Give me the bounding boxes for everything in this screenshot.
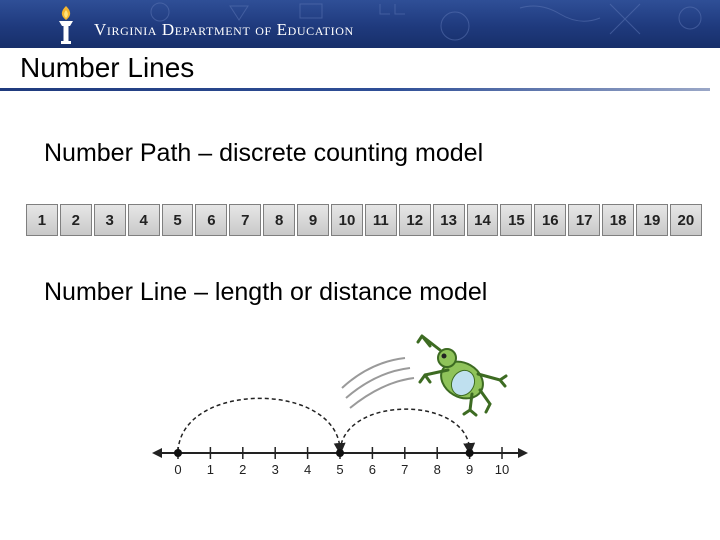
marked-point xyxy=(174,449,182,457)
tick-label: 6 xyxy=(368,462,377,477)
number-path-cell: 17 xyxy=(568,204,600,236)
number-path-cell: 7 xyxy=(229,204,261,236)
tick-label: 3 xyxy=(271,462,279,477)
tick-label: 5 xyxy=(336,462,344,477)
number-path-cell: 15 xyxy=(500,204,532,236)
number-path-heading: Number Path – discrete counting model xyxy=(44,139,484,167)
tick-label: 1 xyxy=(206,462,215,477)
number-line-diagram xyxy=(0,320,720,540)
number-path-cell: 6 xyxy=(195,204,227,236)
number-path-cell: 8 xyxy=(263,204,295,236)
number-path-cell: 3 xyxy=(94,204,126,236)
slide-title: Number Lines xyxy=(20,52,195,83)
number-path-cell: 11 xyxy=(365,204,397,236)
frog-illustration xyxy=(418,336,506,415)
number-path-cell: 9 xyxy=(297,204,329,236)
number-path-cell: 13 xyxy=(433,204,465,236)
tick-label: 7 xyxy=(401,462,409,477)
tick-label: 8 xyxy=(433,462,441,477)
number-path-cell: 1 xyxy=(26,204,58,236)
number-line-ticks xyxy=(174,447,509,477)
number-path-cell: 10 xyxy=(331,204,363,236)
number-path xyxy=(26,204,702,236)
number-path-cell: 4 xyxy=(128,204,160,236)
number-path-cell: 16 xyxy=(534,204,566,236)
jump-arc xyxy=(340,409,470,451)
tick-label: 4 xyxy=(303,462,312,477)
tick-label: 0 xyxy=(174,462,182,477)
tick-label: 2 xyxy=(239,462,247,477)
number-path-cell: 19 xyxy=(636,204,668,236)
marked-point xyxy=(336,449,344,457)
number-path-cell: 14 xyxy=(467,204,499,236)
axis-arrow-right xyxy=(518,448,528,458)
number-path-cell: 2 xyxy=(60,204,92,236)
number-path-cell: 5 xyxy=(162,204,194,236)
number-line-heading: Number Line – length or distance model xyxy=(44,278,488,306)
number-line-jumps xyxy=(178,398,470,451)
number-path-cell: 12 xyxy=(399,204,431,236)
banner-title: Virginia Department of Education xyxy=(94,20,354,39)
axis-arrow-left xyxy=(152,448,162,458)
header-banner xyxy=(0,0,720,48)
number-path-cell: 18 xyxy=(602,204,634,236)
title-underline xyxy=(0,88,710,91)
number-path-cell: 20 xyxy=(670,204,702,236)
marked-point xyxy=(466,449,474,457)
torch-logo-icon xyxy=(52,4,80,46)
motion-lines xyxy=(342,358,414,408)
tick-label: 10 xyxy=(494,462,510,477)
tick-label: 9 xyxy=(465,462,474,477)
jump-arc xyxy=(178,398,340,451)
